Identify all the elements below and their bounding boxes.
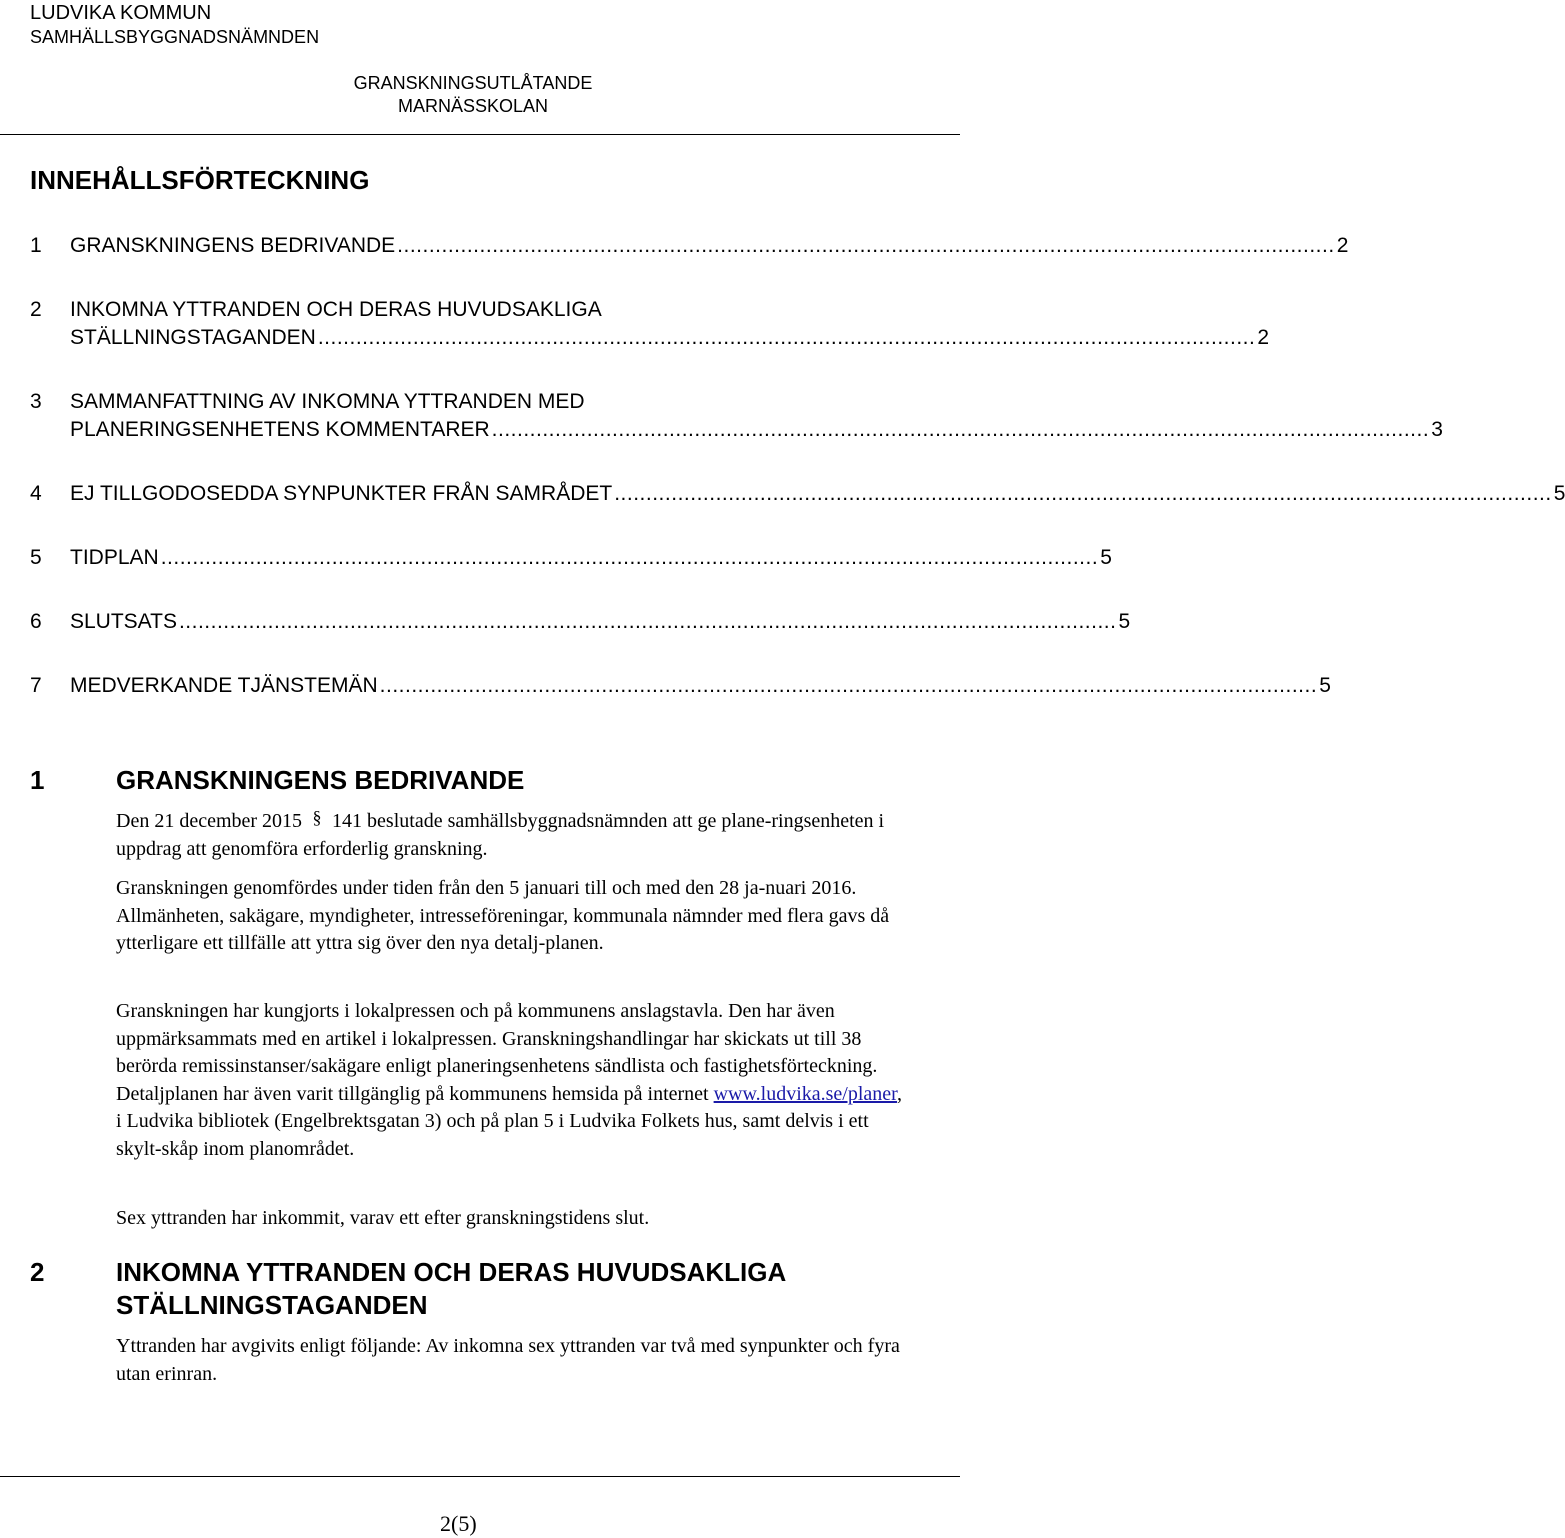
toc-entry-6[interactable] <box>30 608 1131 636</box>
section-1-paragraph-2: Granskningen genomfördes under tiden från den 5 januari till och med den 28 ja-nuari 2016. Allmänheten, sakägare, myndigheter, intresseföreningar, kommunala nämnder med flera gavs då ytterligare ett tillfälle att yttra sig över den nya detalj-planen. <box>116 877 890 954</box>
toc-entry-line1: SAMMANFATTNING AV INKOMNA YTTRANDEN MED <box>70 390 585 413</box>
section-1-paragraph-1: Den 21 december 2015 § 141 beslutade samhällsbyggnadsnämnden att ge plane-ringsenheten i uppdrag att genomföra erforderlig granskning. <box>116 808 906 863</box>
toc-entry-page: 2 <box>1257 326 1270 349</box>
toc-entry-5[interactable] <box>30 544 1112 572</box>
toc-entry-page: 3 <box>1431 418 1443 441</box>
toc-entry-line1: INKOMNA YTTRANDEN OCH DERAS HUVUDSAKLIGA <box>70 298 602 321</box>
toc-dot-leader: .................................................................................................................................................... <box>317 326 1256 349</box>
paragraph-mark: § <box>312 807 322 827</box>
section-title-line1: INKOMNA YTTRANDEN OCH DERAS HUVUDSAKLIGA <box>116 1257 787 1287</box>
section-1-paragraph-4: Sex yttranden har inkommit, varav ett efter granskningstidens slut. <box>116 1207 650 1229</box>
section-number: 1 <box>30 765 45 795</box>
board-name: SAMHÄLLSBYGGNADSNÄMNDEN <box>30 27 320 47</box>
document-name-label: MARNÄSSKOLAN <box>397 96 549 116</box>
toc-entry-text: MEDVERKANDE TJÄNSTEMÄN <box>70 674 378 697</box>
section-2-paragraph-1: Yttranden har avgivits enligt följande: Av inkomna sex yttranden var två med synpunkter och fyra utan erinran. <box>116 1335 900 1385</box>
toc-dot-leader: .................................................................................................................................................... <box>491 418 1430 441</box>
toc-entry-number: 7 <box>30 674 42 697</box>
toc-entry-number: 4 <box>30 482 42 505</box>
section-title-line2: STÄLLNINGSTAGANDEN <box>116 1290 428 1320</box>
section-number: 2 <box>30 1257 45 1287</box>
toc-entry-text: EJ TILLGODOSEDDA SYNPUNKTER FRÅN SAMRÅDET <box>70 482 613 505</box>
toc-entry-1[interactable] <box>30 232 1349 260</box>
section-2-heading <box>30 1256 786 1322</box>
toc-entry-page: 5 <box>1118 610 1131 633</box>
organization-name: LUDVIKA KOMMUN <box>30 2 212 24</box>
section-1-heading <box>30 764 524 797</box>
toc-entry-number: 5 <box>30 546 42 569</box>
toc-entry-number: 6 <box>30 610 42 633</box>
toc-entry-page: 2 <box>1336 234 1349 257</box>
toc-dot-leader: .................................................................................................................................................... <box>614 482 1552 505</box>
toc-entry-text: PLANERINGSENHETENS KOMMENTARER <box>70 418 490 441</box>
toc-entry-page: 5 <box>1553 482 1565 505</box>
toc-entry-4[interactable] <box>30 480 1565 508</box>
toc-entry-page: 5 <box>1319 674 1331 697</box>
planer-link[interactable]: www.ludvika.se/planer <box>713 1082 898 1105</box>
footer-divider <box>0 1476 960 1477</box>
toc-entry-page: 5 <box>1100 546 1112 569</box>
toc-dot-leader: .................................................................................................................................................... <box>160 546 1099 569</box>
toc-entry-text: TIDPLAN <box>70 546 159 569</box>
toc-entry-text: STÄLLNINGSTAGANDEN <box>70 326 316 349</box>
section-1-paragraph-3: Granskningen har kungjorts i lokalpressen och på kommunens anslagstavla. Den har även uppmärksammats med en artikel i lokalpressen. Granskningshandlingar har skickats ut till 38 berörda remissinstanser/sakägare enligt planeringsenhetens sändlista och fastighetsförteckning. Detaljplanen har även varit tillgänglig på kommunens hemsida på internet www.ludvika.se/planer, i Ludvika bibliotek (Engelbrektsgatan 3) och på plan 5 i Ludvika Folkets hus, samt delvis i ett skylt-skåp inom planområdet. <box>116 1000 903 1160</box>
header-divider <box>0 134 960 135</box>
toc-dot-leader: .................................................................................................................................................... <box>379 674 1318 697</box>
toc-entry-7[interactable] <box>30 672 1331 700</box>
toc-entry-number: 3 <box>30 390 42 413</box>
toc-entry-number: 1 <box>30 234 42 257</box>
toc-entry-text: SLUTSATS <box>70 610 177 633</box>
toc-entry-number: 2 <box>30 298 42 321</box>
toc-title: INNEHÅLLSFÖRTECKNING <box>30 165 370 195</box>
toc-entry-3[interactable] <box>30 388 1443 444</box>
toc-entry-2[interactable] <box>30 296 1270 352</box>
page-number: 2(5) <box>440 1511 477 1536</box>
document-type-label: GRANSKNINGSUTLÅTANDE <box>353 73 593 93</box>
toc-dot-leader: .................................................................................................................................................... <box>178 610 1117 633</box>
document-type <box>340 72 606 118</box>
section-title: GRANSKNINGENS BEDRIVANDE <box>116 765 525 795</box>
toc-dot-leader: .................................................................................................................................................... <box>397 234 1335 257</box>
toc-entry-text: GRANSKNINGENS BEDRIVANDE <box>70 234 396 257</box>
